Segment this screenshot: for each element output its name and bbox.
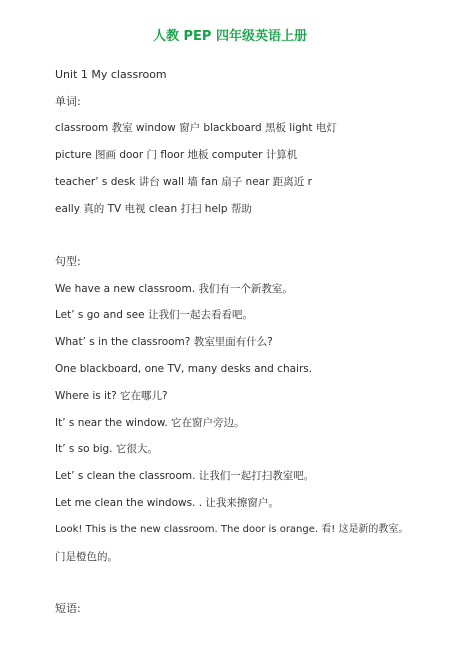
unit-heading: Unit 1 My classroom <box>55 68 167 81</box>
sentence-heading: 句型: <box>55 255 81 268</box>
sentence-line: What’ s in the classroom? 教室里面有什么? <box>55 336 273 348</box>
sentence-line: One blackboard, one TV, many desks and chairs. <box>55 363 313 375</box>
sentence-line: It’ s so big. 它很大。 <box>55 443 158 455</box>
sentence-line: Let’ s go and see 让我们一起去看看吧。 <box>55 309 253 321</box>
vocab-line: teacher’ s desk 讲台 wall 墙 fan 扇子 near 距离近 r <box>55 176 312 188</box>
vocab-heading: 单词: <box>55 95 81 108</box>
sentence-line: Let’ s clean the classroom. 让我们一起打扫教室吧。 <box>55 470 315 482</box>
sentence-line: Where is it? 它在哪儿? <box>55 390 168 402</box>
sentence-line: We have a new classroom. 我们有一个新教室。 <box>55 283 293 295</box>
sentence-line: 门是橙色的。 <box>55 551 118 563</box>
vocab-line: eally 真的 TV 电视 clean 打扫 help 帮助 <box>55 203 252 215</box>
sentence-line: Look! This is the new classroom. The door is orange. 看! 这是新的教室。 <box>55 524 409 535</box>
sentence-line: It’ s near the window. 它在窗户旁边。 <box>55 417 245 429</box>
document-title: 人教 PEP 四年级英语上册 <box>153 29 307 44</box>
vocab-line: classroom 教室 window 窗户 blackboard 黑板 light 电灯 <box>55 122 337 134</box>
sentence-line: Let me clean the windows. . 让我来擦窗户。 <box>55 497 279 509</box>
phrase-heading: 短语: <box>55 602 81 615</box>
vocab-line: picture 图画 door 门 floor 地板 computer 计算机 <box>55 149 298 161</box>
